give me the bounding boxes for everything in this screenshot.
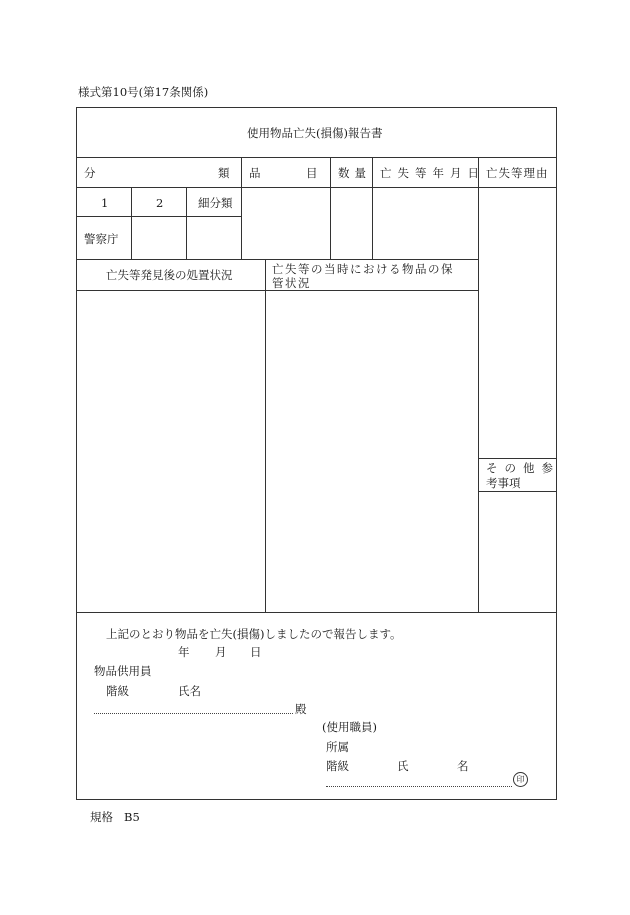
section-disposal: 亡失等発見後の処置状況: [106, 268, 233, 282]
seal-mark-icon: 印: [513, 772, 528, 787]
subclass-fine: 細分類: [198, 196, 233, 210]
custodian-signature-line: [94, 713, 293, 714]
header-loss-date: 亡失等年月日: [380, 166, 485, 180]
report-month: 月: [215, 645, 227, 659]
rule-class-item: [241, 157, 242, 260]
report-statement: 上記のとおり物品を亡失(損傷)しましたので報告します。: [106, 627, 402, 641]
user-staff-label: (使用職員): [322, 720, 377, 734]
report-year: 年: [178, 645, 190, 659]
rule-header-bottom: [76, 187, 557, 188]
rule-sub-2: [186, 187, 187, 260]
size-label: 規格: [90, 810, 113, 824]
frame-right: [556, 107, 557, 800]
subclass-col1: 1: [101, 196, 109, 210]
size-value: B5: [124, 810, 140, 824]
header-quantity: 数量: [338, 166, 371, 180]
form-title: 使用物品亡失(損傷)報告書: [247, 126, 383, 140]
staff-name-a: 氏: [397, 759, 409, 773]
rule-sub-1: [131, 187, 132, 260]
rule-title-bottom: [76, 157, 557, 158]
header-classification-right: 類: [218, 166, 230, 180]
custodian-label: 物品供用員: [94, 664, 152, 678]
rule-section-header: [76, 290, 479, 291]
custodian-rank: 階級: [106, 684, 129, 698]
custodian-name: 氏名: [178, 684, 201, 698]
subclass-col2: 2: [156, 196, 164, 210]
rule-body-bottom: [76, 612, 557, 613]
staff-name-b: 名: [457, 759, 469, 773]
affiliation-label: 所属: [326, 740, 349, 754]
frame-top: [76, 107, 557, 108]
section-other-line2: 考事項: [486, 476, 521, 490]
header-loss-reason: 亡失等理由: [486, 166, 549, 180]
header-item-left: 品: [249, 166, 261, 180]
report-day: 日: [250, 645, 262, 659]
section-other-line1: その他参: [486, 461, 560, 475]
frame-bottom: [76, 799, 557, 800]
addressee-dono: 殿: [295, 702, 307, 716]
rule-disposal-storage: [265, 259, 266, 613]
staff-signature-line: [326, 786, 512, 787]
rule-subclass-mid: [76, 216, 242, 217]
header-classification-left: 分: [84, 166, 96, 180]
rule-date-reason: [478, 157, 479, 613]
rule-item-qty: [330, 157, 331, 260]
rule-other-top: [478, 458, 557, 459]
section-storage-line2: 管状況: [272, 276, 311, 290]
section-storage-line1: 亡失等の当時における物品の保: [272, 262, 454, 276]
rule-subclass-bottom: [76, 259, 479, 260]
subclass-agency: 警察庁: [84, 232, 119, 246]
staff-rank: 階級: [326, 759, 349, 773]
form-number: 様式第10号(第17条関係): [78, 85, 209, 99]
rule-other-bottom: [478, 491, 557, 492]
rule-qty-date: [372, 157, 373, 260]
header-item-right: 目: [306, 166, 318, 180]
frame-left: [76, 107, 77, 800]
